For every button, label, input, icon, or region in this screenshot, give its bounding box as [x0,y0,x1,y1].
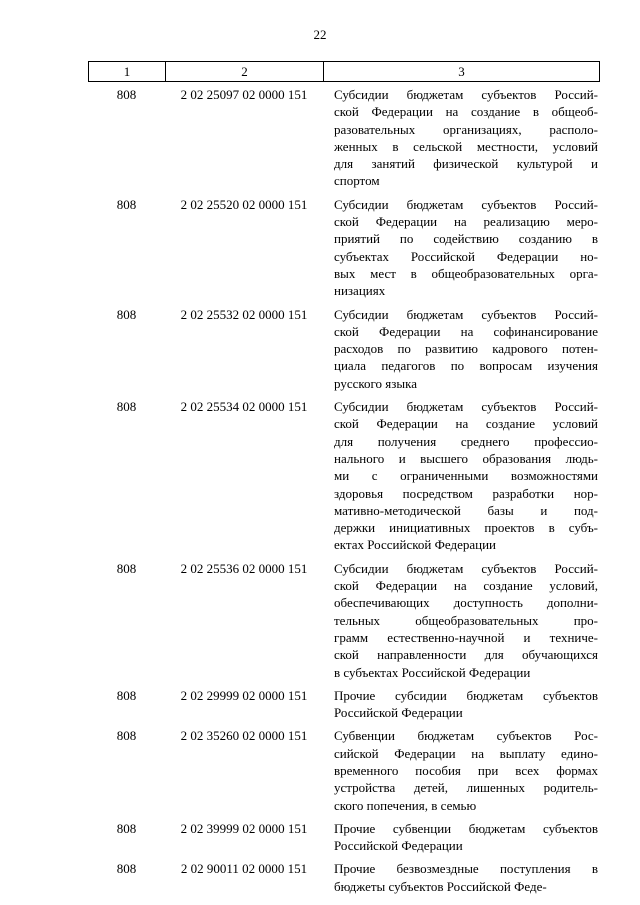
header-col-2: 2 [166,62,324,81]
description-line: Субсидии бюджетам субъектов Россий- [334,306,598,322]
table-row [88,860,600,895]
header-col-1: 1 [89,62,166,81]
page-number: 22 [313,27,327,42]
description-line: циала педагогов по вопросам изучения [334,358,598,374]
revenue-code: 2 02 25534 02 0000 151 [180,399,308,415]
description-line: ского попечения, в семью [334,797,477,813]
description-line: в субъектах Российской Федерации [334,664,531,680]
admin-code: 808 [116,87,137,102]
admin-code: 808 [116,306,137,322]
description-line: Прочие субвенции бюджетам субъектов [334,820,598,836]
admin-code: 808 [116,728,137,744]
description-line: обеспечивающих доступность дополни- [334,595,598,611]
description-line: ской Федерации на создание в общеоб- [334,104,598,120]
description-line: мативно-методической базы и под- [334,502,598,518]
description-line: расходов по развитию кадрового потен- [334,341,598,357]
revenue-description [334,820,598,855]
table-row [88,306,600,392]
description-line: тельных общеобразовательных про- [334,612,598,628]
description-line: нального и высшего образования людь- [334,450,598,466]
description-line: вых мест в общеобразовательных орга- [334,265,598,281]
description-line: Прочие безвозмездные поступления в [334,861,598,877]
description-line: сийской Федерации на выплату едино- [334,745,598,761]
revenue-description [334,86,598,190]
revenue-code: 2 02 29999 02 0000 151 [180,687,308,703]
description-line: Субсидии бюджетам субъектов Россий- [334,560,598,576]
description-line: спортом [334,173,380,189]
description-line: бюджеты субъектов Российской Феде- [334,878,547,894]
revenue-description [334,687,598,722]
admin-code: 808 [116,560,137,576]
revenue-code: 2 02 90011 02 0000 151 [180,861,308,877]
table-row [88,196,600,300]
description-line: Российской Федерации [334,838,463,854]
revenue-code: 2 02 25097 02 0000 151 [180,87,308,102]
admin-code: 808 [116,196,137,212]
revenue-description [334,560,598,681]
description-line: устройства детей, лишенных родитель- [334,780,598,796]
revenue-description [334,306,598,392]
admin-code: 808 [116,820,137,836]
description-line: ми с ограниченными возможностями [334,468,598,484]
revenue-code: 2 02 35260 02 0000 151 [180,728,308,744]
table-row [88,398,600,554]
admin-code: 808 [116,687,137,703]
description-line: Субсидии бюджетам субъектов Россий- [334,399,598,415]
description-line: грамм естественно-научной и техниче- [334,629,598,645]
description-line: Субсидии бюджетам субъектов Россий- [334,87,598,102]
description-line: ектах Российской Федерации [334,537,496,553]
revenue-description [334,398,598,554]
table-row [88,727,600,813]
description-line: ской Федерации на реализацию меро- [334,214,598,230]
description-line: Прочие субсидии бюджетам субъектов [334,687,598,703]
description-line: ской Федерации на софинансирование [334,323,598,339]
description-line: временного пособия при всех формах [334,762,598,778]
description-line: ской Федерации на создание условий [334,416,598,432]
table-row [88,687,600,722]
revenue-description [334,727,598,813]
table-header [88,61,600,82]
revenue-code: 2 02 25520 02 0000 151 [180,196,308,212]
revenue-description [334,860,598,895]
header-col-3: 3 [458,63,465,79]
description-line: ской направленности для обучающихся [334,647,598,663]
description-line: русского языка [334,375,418,391]
description-line: здоровья посредством разработки нор- [334,485,598,501]
admin-code: 808 [116,399,137,415]
description-line: Российской Федерации [334,705,463,721]
revenue-code: 2 02 25536 02 0000 151 [180,560,308,576]
description-line: для занятий физической культурой и [334,156,598,172]
description-line: субъектах Российской Федерации но- [334,248,598,264]
description-line: женных в сельской местности, условий [334,138,598,154]
description-line: Субвенции бюджетам субъектов Рос- [334,728,598,744]
description-line: ской Федерации на создание условий, [334,578,598,594]
description-line: Субсидии бюджетам субъектов Россий- [334,196,598,212]
table-row [88,86,600,190]
admin-code: 808 [116,861,137,877]
revenue-code: 2 02 25532 02 0000 151 [180,306,308,322]
description-line: для получения среднего профессио- [334,433,598,449]
description-line: низациях [334,283,386,299]
table-body [88,86,600,901]
description-line: разовательных организациях, располо- [334,121,598,137]
table-row [88,560,600,681]
description-line: приятий по содействию созданию в [334,231,598,247]
description-line: держки инициативных проектов в субъ- [334,520,598,536]
revenue-description [334,196,598,300]
revenue-code: 2 02 39999 02 0000 151 [180,820,308,836]
table-row [88,820,600,855]
